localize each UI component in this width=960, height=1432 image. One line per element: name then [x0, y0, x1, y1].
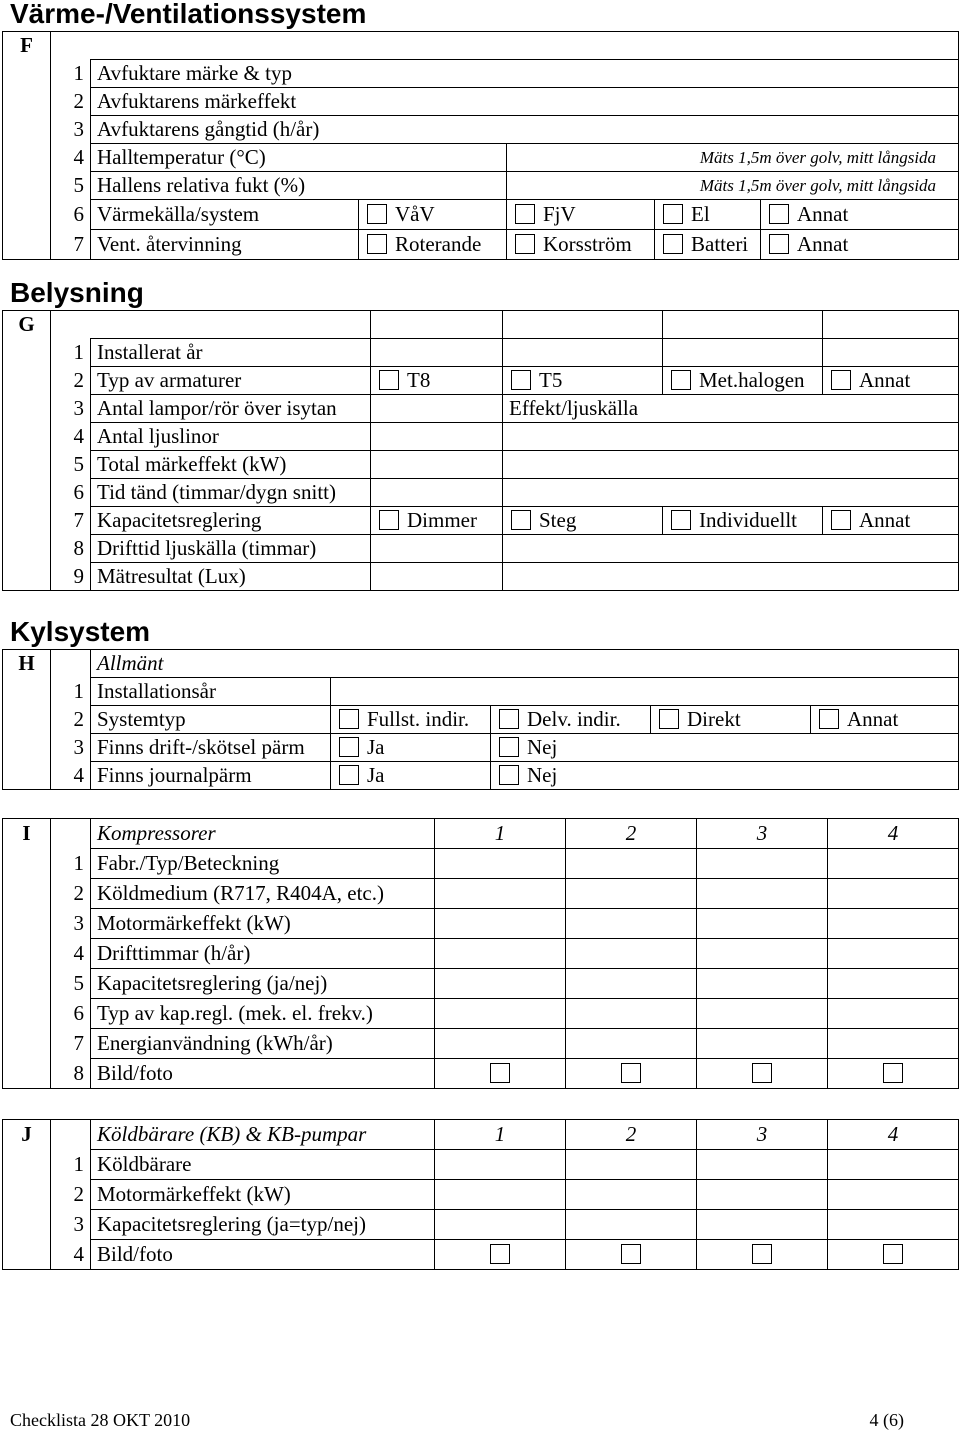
value-input[interactable] — [828, 1029, 959, 1059]
option-label: Nej — [527, 735, 558, 759]
row-number: 3 — [51, 1210, 91, 1240]
value-input[interactable] — [697, 879, 828, 909]
value-input[interactable] — [566, 1029, 697, 1059]
value-input[interactable] — [371, 479, 503, 507]
light-lines-label: Antal ljuslinor — [91, 423, 371, 451]
option-label: Annat — [847, 707, 899, 731]
value-input[interactable] — [828, 1180, 959, 1210]
value-input[interactable] — [566, 1210, 697, 1240]
value-input[interactable] — [697, 1210, 828, 1240]
checkbox-icon[interactable] — [499, 765, 519, 785]
checkbox-option[interactable] — [359, 200, 507, 230]
row-number: 6 — [51, 200, 91, 230]
column-header: 1 — [435, 819, 566, 849]
value-input[interactable] — [503, 563, 959, 591]
column-header: 2 — [566, 819, 697, 849]
value-input[interactable] — [371, 451, 503, 479]
checkbox-icon[interactable] — [515, 204, 535, 224]
option-label: Ja — [367, 735, 385, 759]
row-number: 8 — [51, 1059, 91, 1089]
value-input[interactable] — [503, 479, 959, 507]
table-row — [3, 879, 959, 909]
table-row — [3, 999, 959, 1029]
value-input[interactable] — [828, 849, 959, 879]
checkbox-icon[interactable] — [663, 234, 683, 254]
option-label: T8 — [407, 368, 431, 392]
checkbox-icon[interactable] — [663, 204, 683, 224]
table-row — [3, 423, 959, 451]
column-header: 2 — [566, 1120, 697, 1150]
table-row — [3, 1059, 959, 1089]
table-row — [3, 734, 959, 762]
row-number: 1 — [51, 849, 91, 879]
value-input[interactable] — [503, 535, 959, 563]
row-number: 2 — [51, 1180, 91, 1210]
row-number: 1 — [51, 678, 91, 706]
value-input[interactable] — [435, 1180, 566, 1210]
checkbox-icon[interactable] — [511, 510, 531, 530]
lighting-table — [2, 310, 959, 591]
row-number: 5 — [51, 172, 91, 200]
row-number: 2 — [51, 88, 91, 116]
value-input[interactable] — [503, 451, 959, 479]
checkbox-icon[interactable] — [621, 1244, 641, 1264]
photo-checkbox-cell[interactable] — [697, 1059, 828, 1089]
value-input[interactable] — [435, 849, 566, 879]
section-letter: F — [3, 32, 51, 60]
row-number: 6 — [51, 999, 91, 1029]
row-number: 1 — [51, 339, 91, 367]
row-number: 9 — [51, 563, 91, 591]
table-row — [3, 339, 959, 367]
checkbox-option[interactable] — [507, 230, 655, 260]
coolant-pumps-table — [2, 1119, 959, 1270]
photo-checkbox-cell[interactable] — [566, 1059, 697, 1089]
table-row — [3, 849, 959, 879]
value-input[interactable] — [566, 909, 697, 939]
measurement-note[interactable]: Mäts 1,5m över golv, mitt långsida — [507, 144, 959, 172]
section-letter: J — [3, 1120, 51, 1150]
checkbox-icon[interactable] — [499, 709, 519, 729]
checkbox-icon[interactable] — [490, 1244, 510, 1264]
checkbox-icon[interactable] — [367, 234, 387, 254]
column-header: 3 — [697, 819, 828, 849]
row-label: Fabr./Typ/Beteckning — [91, 849, 435, 879]
value-input[interactable] — [828, 939, 959, 969]
table-row — [3, 969, 959, 999]
value-input[interactable] — [566, 1180, 697, 1210]
checkbox-icon[interactable] — [379, 370, 399, 390]
option-label: Roterande — [395, 232, 482, 256]
option-label: Steg — [539, 508, 577, 532]
checkbox-option[interactable] — [491, 734, 959, 762]
table-row — [3, 116, 959, 144]
column-header: 1 — [435, 1120, 566, 1150]
heat-source-label: Värmekälla/system — [91, 200, 359, 230]
system-type-label: Systemtyp — [91, 706, 331, 734]
option-label: Direkt — [687, 707, 741, 731]
value-input[interactable] — [566, 969, 697, 999]
checkbox-option[interactable] — [491, 706, 651, 734]
value-input[interactable] — [697, 849, 828, 879]
installed-year-input[interactable] — [503, 339, 663, 367]
checkbox-option[interactable] — [491, 762, 959, 790]
checkbox-option[interactable] — [331, 706, 491, 734]
row-number: 4 — [51, 939, 91, 969]
option-label: VåV — [395, 202, 435, 226]
option-label: Batteri — [691, 232, 749, 256]
table-row — [3, 395, 959, 423]
value-input[interactable] — [828, 999, 959, 1029]
column-header: 4 — [828, 1120, 959, 1150]
checkbox-option[interactable] — [651, 706, 811, 734]
table-row — [3, 507, 959, 535]
checkbox-icon[interactable] — [752, 1063, 772, 1083]
row-number: 5 — [51, 969, 91, 999]
row-number: 5 — [51, 451, 91, 479]
value-input[interactable] — [371, 535, 503, 563]
value-input[interactable] — [371, 563, 503, 591]
checkbox-icon[interactable] — [621, 1063, 641, 1083]
row-number: 1 — [51, 1150, 91, 1180]
table-row — [3, 939, 959, 969]
checkbox-icon[interactable] — [819, 709, 839, 729]
installed-year-label: Installerat år — [91, 339, 371, 367]
value-input[interactable] — [371, 423, 503, 451]
checkbox-option[interactable] — [761, 200, 959, 230]
checkbox-option[interactable] — [655, 200, 761, 230]
value-input[interactable] — [697, 1180, 828, 1210]
option-label: Annat — [859, 368, 911, 392]
maintenance-binder-label: Finns drift-/skötsel pärm — [91, 734, 331, 762]
value-input[interactable] — [828, 879, 959, 909]
value-input[interactable] — [566, 849, 697, 879]
row-label: Kapacitetsreglering (ja=typ/nej) — [91, 1210, 435, 1240]
row-number: 3 — [51, 116, 91, 144]
photo-checkbox-cell[interactable] — [566, 1240, 697, 1270]
lamp-count-input[interactable] — [371, 395, 503, 423]
row-number: 2 — [51, 879, 91, 909]
installed-year-input[interactable] — [663, 339, 823, 367]
row-number: 3 — [51, 909, 91, 939]
checkbox-option[interactable] — [331, 734, 491, 762]
value-input[interactable] — [566, 1150, 697, 1180]
option-label: Individuellt — [699, 508, 797, 532]
value-input[interactable] — [331, 678, 959, 706]
checkbox-icon[interactable] — [671, 510, 691, 530]
table-row — [3, 60, 959, 88]
option-label: Annat — [797, 232, 849, 256]
row-number: 8 — [51, 535, 91, 563]
row-number: 7 — [51, 230, 91, 260]
checkbox-icon[interactable] — [339, 737, 359, 757]
checkbox-icon[interactable] — [752, 1244, 772, 1264]
value-input[interactable] — [828, 969, 959, 999]
effect-per-lamp-field[interactable]: Effekt/ljuskälla — [503, 395, 959, 423]
photo-checkbox-cell[interactable] — [435, 1059, 566, 1089]
table-row — [3, 172, 959, 200]
value-input[interactable] — [566, 939, 697, 969]
row-number: 7 — [51, 1029, 91, 1059]
table-row — [3, 1150, 959, 1180]
photo-checkbox-cell[interactable] — [828, 1240, 959, 1270]
row-label: Bild/foto — [91, 1059, 435, 1089]
checkbox-option[interactable] — [811, 706, 959, 734]
photo-checkbox-cell[interactable] — [435, 1240, 566, 1270]
option-label: T5 — [539, 368, 563, 392]
row-number: 1 — [51, 60, 91, 88]
table-row — [3, 144, 959, 172]
installation-year-label: Installationsår — [91, 678, 331, 706]
table-row — [3, 1029, 959, 1059]
checkbox-option[interactable] — [663, 507, 823, 535]
coolant-header: Köldbärare (KB) & KB-pumpar — [91, 1120, 435, 1150]
option-label: Annat — [859, 508, 911, 532]
total-power-label: Total märkeffekt (kW) — [91, 451, 371, 479]
lux-result-label: Mätresultat (Lux) — [91, 563, 371, 591]
value-input[interactable] — [435, 909, 566, 939]
option-label: Delv. indir. — [527, 707, 621, 731]
checkbox-option[interactable] — [655, 230, 761, 260]
checkbox-icon[interactable] — [831, 370, 851, 390]
value-input[interactable] — [435, 969, 566, 999]
row-label: Köldbärare — [91, 1150, 435, 1180]
table-row — [3, 563, 959, 591]
value-input[interactable] — [697, 1029, 828, 1059]
table-row — [3, 479, 959, 507]
row-label: Bild/foto — [91, 1240, 435, 1270]
row-number: 3 — [51, 734, 91, 762]
checkbox-icon[interactable] — [339, 765, 359, 785]
option-label: Korsström — [543, 232, 632, 256]
row-label: Energianvändning (kWh/år) — [91, 1029, 435, 1059]
value-input[interactable] — [697, 939, 828, 969]
value-input[interactable] — [566, 879, 697, 909]
cooling-general-table — [2, 649, 959, 790]
option-label: Nej — [527, 763, 558, 787]
value-input[interactable] — [503, 423, 959, 451]
row-number: 6 — [51, 479, 91, 507]
section-title-cooling: Kylsystem — [10, 616, 151, 647]
fixture-type-label: Typ av armaturer — [91, 367, 371, 395]
row-label: Typ av kap.regl. (mek. el. frekv.) — [91, 999, 435, 1029]
compressors-table — [2, 818, 959, 1089]
heating-ventilation-table — [2, 31, 959, 260]
option-label: Met.halogen — [699, 368, 805, 392]
row-number: 4 — [51, 1240, 91, 1270]
checkbox-option[interactable] — [823, 367, 959, 395]
checkbox-option[interactable] — [371, 507, 503, 535]
value-input[interactable] — [435, 1029, 566, 1059]
lamp-runtime-label: Drifttid ljuskälla (timmar) — [91, 535, 371, 563]
value-input[interactable] — [697, 909, 828, 939]
dehumidifier-runtime-field[interactable]: Avfuktarens gångtid (h/år) — [91, 116, 959, 144]
value-input[interactable] — [435, 1150, 566, 1180]
checkbox-icon[interactable] — [831, 510, 851, 530]
table-row — [3, 535, 959, 563]
hall-humidity-label: Hallens relativa fukt (%) — [91, 172, 507, 200]
value-input[interactable] — [435, 1210, 566, 1240]
checkbox-option[interactable] — [359, 230, 507, 260]
row-number: 4 — [51, 423, 91, 451]
value-input[interactable] — [435, 939, 566, 969]
installed-year-input[interactable] — [371, 339, 503, 367]
measurement-note[interactable]: Mäts 1,5m över golv, mitt långsida — [507, 172, 959, 200]
row-number: 2 — [51, 367, 91, 395]
checkbox-option[interactable] — [663, 367, 823, 395]
checkbox-option[interactable] — [503, 367, 663, 395]
checkbox-option[interactable] — [503, 507, 663, 535]
compressors-header: Kompressorer — [91, 819, 435, 849]
option-label: Ja — [367, 763, 385, 787]
value-input[interactable] — [697, 969, 828, 999]
option-label: Dimmer — [407, 508, 477, 532]
checkbox-option[interactable] — [761, 230, 959, 260]
table-row — [3, 909, 959, 939]
row-number: 7 — [51, 507, 91, 535]
footer-page-number: 4 (6) — [869, 1410, 904, 1430]
option-label: FjV — [543, 202, 576, 226]
checkbox-option[interactable] — [507, 200, 655, 230]
section-letter: I — [3, 819, 51, 849]
table-row — [3, 1210, 959, 1240]
row-number: 4 — [51, 762, 91, 790]
row-label: Drifttimmar (h/år) — [91, 939, 435, 969]
option-label: Fullst. indir. — [367, 707, 470, 731]
checkbox-option[interactable] — [371, 367, 503, 395]
lamp-count-label: Antal lampor/rör över isytan — [91, 395, 371, 423]
table-row — [3, 706, 959, 734]
checkbox-icon[interactable] — [499, 737, 519, 757]
value-input[interactable] — [435, 879, 566, 909]
value-input[interactable] — [828, 1210, 959, 1240]
dehumidifier-brand-field[interactable]: Avfuktare märke & typ — [91, 60, 959, 88]
installed-year-input[interactable] — [823, 339, 959, 367]
checkbox-icon[interactable] — [883, 1244, 903, 1264]
checkbox-icon[interactable] — [671, 370, 691, 390]
table-row — [3, 230, 959, 260]
capacity-control-label: Kapacitetsreglering — [91, 507, 371, 535]
checkbox-icon[interactable] — [515, 234, 535, 254]
section-title-lighting: Belysning — [10, 277, 144, 308]
value-input[interactable] — [828, 909, 959, 939]
value-input[interactable] — [697, 1150, 828, 1180]
value-input[interactable] — [435, 999, 566, 1029]
checkbox-icon[interactable] — [769, 204, 789, 224]
checkbox-icon[interactable] — [883, 1063, 903, 1083]
table-row — [3, 1180, 959, 1210]
row-label: Köldmedium (R717, R404A, etc.) — [91, 879, 435, 909]
hall-temperature-label: Halltemperatur (°C) — [91, 144, 507, 172]
row-number: 3 — [51, 395, 91, 423]
general-header: Allmänt — [91, 650, 959, 678]
column-header: 3 — [697, 1120, 828, 1150]
checkbox-icon[interactable] — [511, 370, 531, 390]
option-label: El — [691, 202, 710, 226]
table-row — [3, 88, 959, 116]
section-title-heating-ventilation: Värme-/Ventilationssystem — [10, 0, 367, 29]
table-row — [3, 200, 959, 230]
value-input[interactable] — [566, 999, 697, 1029]
section-letter: H — [3, 650, 51, 678]
on-time-label: Tid tänd (timmar/dygn snitt) — [91, 479, 371, 507]
vent-recovery-label: Vent. återvinning — [91, 230, 359, 260]
checkbox-icon[interactable] — [379, 510, 399, 530]
checkbox-icon[interactable] — [769, 234, 789, 254]
row-label: Motormärkeffekt (kW) — [91, 909, 435, 939]
table-row — [3, 762, 959, 790]
row-number: 4 — [51, 144, 91, 172]
table-row — [3, 367, 959, 395]
column-header: 4 — [828, 819, 959, 849]
dehumidifier-power-field[interactable]: Avfuktarens märkeffekt — [91, 88, 959, 116]
value-input[interactable] — [697, 999, 828, 1029]
row-number: 2 — [51, 706, 91, 734]
photo-checkbox-cell[interactable] — [697, 1240, 828, 1270]
checkbox-icon[interactable] — [659, 709, 679, 729]
table-row — [3, 451, 959, 479]
checkbox-icon[interactable] — [367, 204, 387, 224]
checkbox-option[interactable] — [823, 507, 959, 535]
option-label: Annat — [797, 202, 849, 226]
section-letter: G — [3, 311, 51, 339]
value-input[interactable] — [828, 1150, 959, 1180]
table-row — [3, 678, 959, 706]
checkbox-icon[interactable] — [490, 1063, 510, 1083]
checkbox-icon[interactable] — [339, 709, 359, 729]
journal-binder-label: Finns journalpärm — [91, 762, 331, 790]
table-row — [3, 1240, 959, 1270]
photo-checkbox-cell[interactable] — [828, 1059, 959, 1089]
row-label: Kapacitetsreglering (ja/nej) — [91, 969, 435, 999]
checkbox-option[interactable] — [331, 762, 491, 790]
footer-document-title: Checklista 28 OKT 2010 — [10, 1410, 191, 1430]
row-label: Motormärkeffekt (kW) — [91, 1180, 435, 1210]
